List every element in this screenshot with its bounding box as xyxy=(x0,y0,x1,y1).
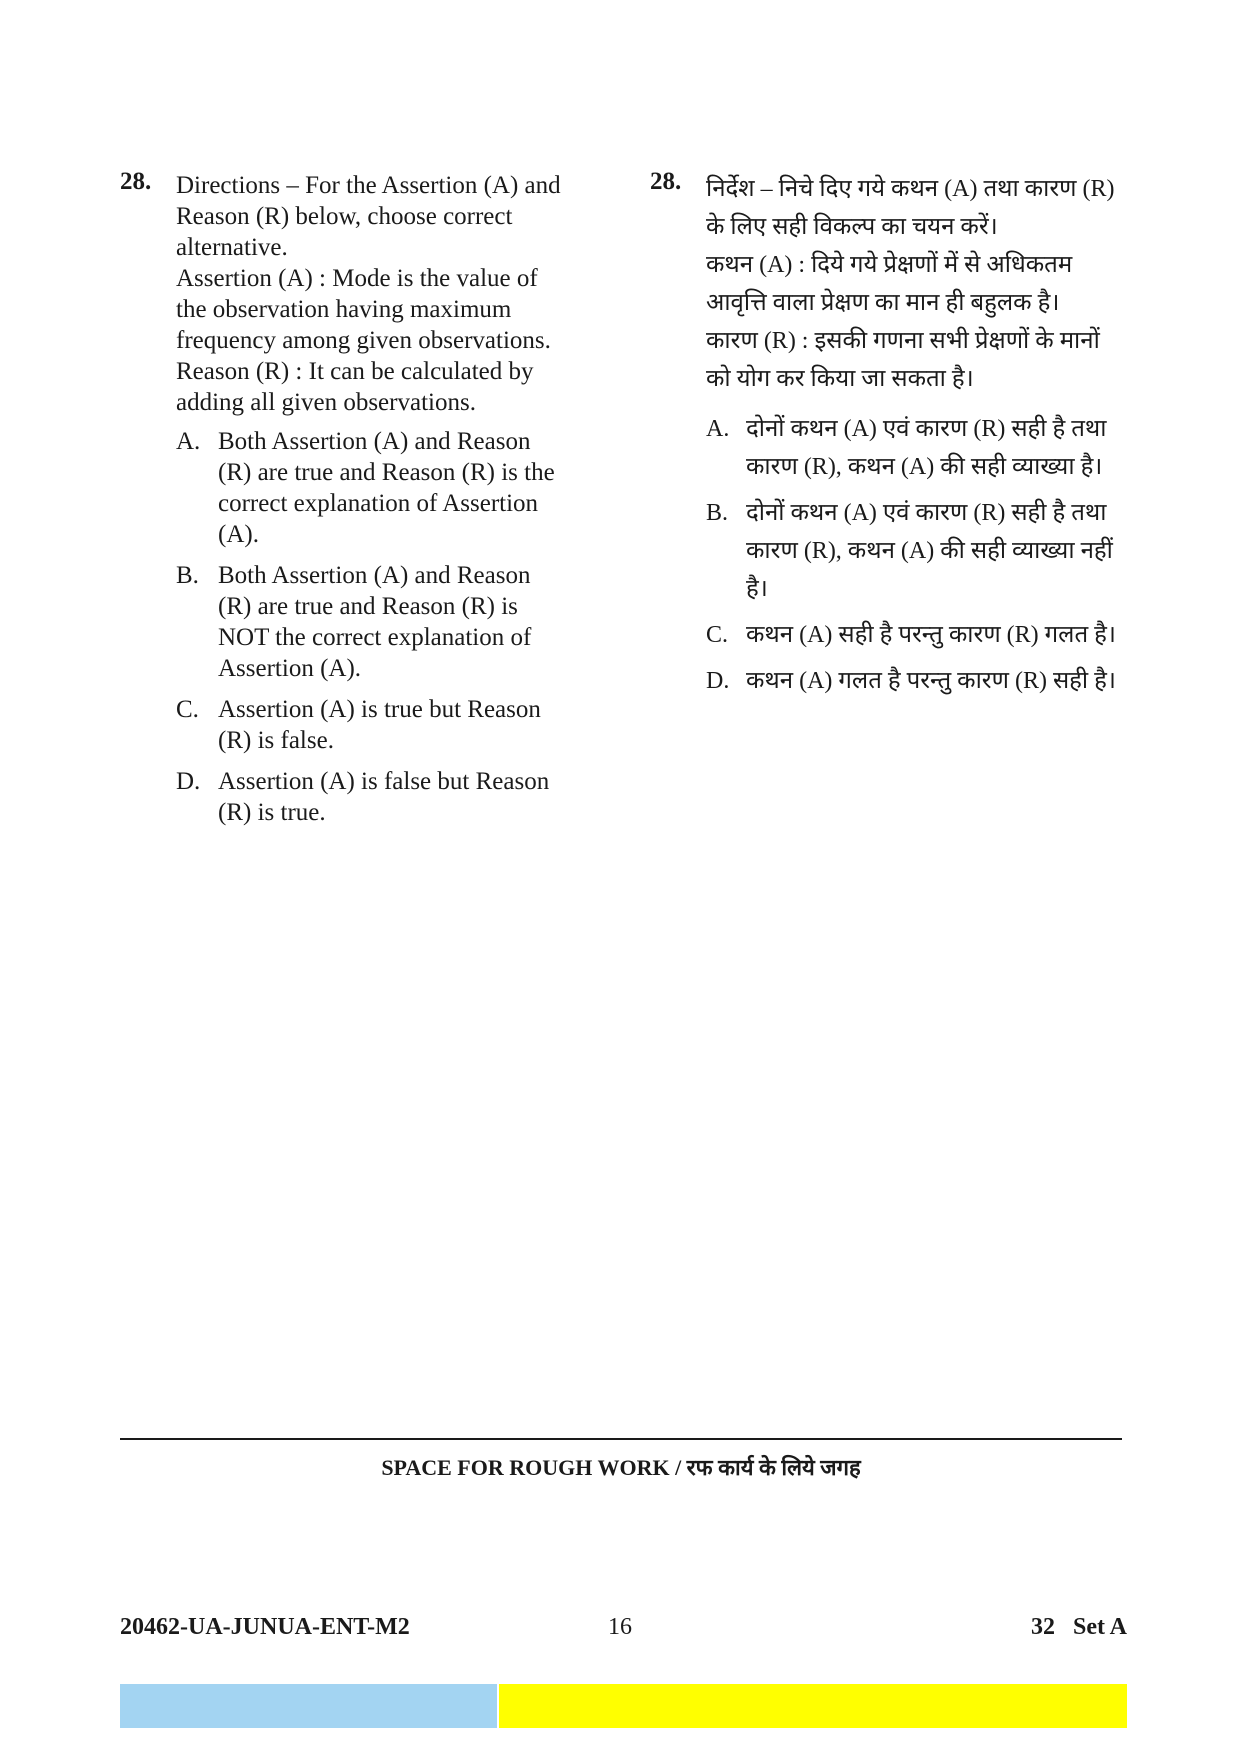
option-text xyxy=(746,662,1140,700)
option-line: (R) are true and Reason (R) is the xyxy=(218,459,555,486)
option-line: कारण (R), कथन (A) की सही व्याख्या है। xyxy=(746,454,1103,480)
question-block xyxy=(650,170,1140,708)
option-letter: A. xyxy=(706,416,730,442)
reason-line: को योग कर किया जा सकता है। xyxy=(706,366,974,392)
option-text xyxy=(218,426,610,550)
option-line: दोनों कथन (A) एवं कारण (R) सही है तथा xyxy=(746,416,1107,442)
option-line: (R) is true. xyxy=(218,799,326,826)
question-english xyxy=(120,170,610,838)
option-line: (R) are true and Reason (R) is xyxy=(218,593,518,620)
option-d[interactable] xyxy=(176,766,610,828)
option-line: correct explanation of Assertion xyxy=(218,490,539,517)
question-line: के लिए सही विकल्प का चयन करें। xyxy=(706,214,998,240)
option-d[interactable] xyxy=(706,662,1140,700)
set-label: 32 Set A xyxy=(1031,1614,1127,1640)
options-list xyxy=(706,410,1140,700)
option-line: है। xyxy=(746,576,768,602)
option-text xyxy=(746,410,1140,486)
rough-work-heading: SPACE FOR ROUGH WORK / रफ कार्य के लिये जगह xyxy=(381,1455,861,1480)
option-line: Assertion (A). xyxy=(218,655,362,682)
color-bar-yellow xyxy=(499,1684,1127,1728)
question-line: alternative. xyxy=(176,234,288,261)
option-b[interactable] xyxy=(706,494,1140,608)
assertion-line: कथन (A) : दिये गये प्रेक्षणों में से अधिकतम xyxy=(706,252,1073,278)
option-text xyxy=(218,560,610,684)
question-body xyxy=(706,170,1140,708)
option-a[interactable] xyxy=(176,426,610,550)
question-block xyxy=(120,170,610,838)
option-c[interactable] xyxy=(706,616,1140,654)
option-line: (A). xyxy=(218,521,259,548)
option-b[interactable] xyxy=(176,560,610,684)
option-text xyxy=(218,694,610,756)
option-text xyxy=(218,766,610,828)
option-letter: C. xyxy=(706,622,729,648)
option-line: (R) is false. xyxy=(218,727,334,754)
question-line: निर्देश – निचे दिए गये कथन (A) तथा कारण (R) xyxy=(706,176,1115,202)
question-line: Directions – For the Assertion (A) and xyxy=(176,172,561,199)
color-bar-blue xyxy=(120,1684,497,1728)
reason-line: Reason (R) : It can be calculated by xyxy=(176,358,534,385)
option-line: कारण (R), कथन (A) की सही व्याख्या नहीं xyxy=(746,538,1113,564)
page-number: 16 xyxy=(608,1614,632,1640)
option-letter: A. xyxy=(176,428,201,455)
option-line: NOT the correct explanation of xyxy=(218,624,532,651)
option-line: Assertion (A) is false but Reason xyxy=(218,768,550,795)
option-text xyxy=(746,616,1140,654)
option-letter: B. xyxy=(706,500,729,526)
question-body xyxy=(176,170,610,838)
option-line: कथन (A) सही है परन्तु कारण (R) गलत है। xyxy=(746,622,1116,648)
option-letter: D. xyxy=(706,668,730,694)
assertion-line: Assertion (A) : Mode is the value of xyxy=(176,265,538,292)
assertion-line: the observation having maximum xyxy=(176,296,512,323)
option-a[interactable] xyxy=(706,410,1140,486)
option-letter: D. xyxy=(176,768,201,795)
option-letter: B. xyxy=(176,562,199,589)
assertion-line: आवृत्ति वाला प्रेक्षण का मान ही बहुलक है। xyxy=(706,290,1060,316)
options-list xyxy=(176,426,610,828)
question-number: 28. xyxy=(650,168,682,195)
option-line: Assertion (A) is true but Reason xyxy=(218,696,541,723)
option-line: दोनों कथन (A) एवं कारण (R) सही है तथा xyxy=(746,500,1107,526)
option-c[interactable] xyxy=(176,694,610,756)
option-line: कथन (A) गलत है परन्तु कारण (R) सही है। xyxy=(746,668,1116,694)
question-number: 28. xyxy=(120,168,152,195)
question-line: Reason (R) below, choose correct xyxy=(176,203,513,230)
assertion-line: frequency among given observations. xyxy=(176,327,551,354)
question-hindi xyxy=(650,170,1140,708)
option-line: Both Assertion (A) and Reason xyxy=(218,562,531,589)
rough-work-divider xyxy=(120,1438,1122,1440)
reason-line: adding all given observations. xyxy=(176,389,476,416)
option-line: Both Assertion (A) and Reason xyxy=(218,428,531,455)
reason-line: कारण (R) : इसकी गणना सभी प्रेक्षणों के मानों xyxy=(706,328,1100,354)
paper-code: 20462-UA-JUNUA-ENT-M2 xyxy=(120,1614,410,1640)
option-text xyxy=(746,494,1140,608)
option-letter: C. xyxy=(176,696,199,723)
